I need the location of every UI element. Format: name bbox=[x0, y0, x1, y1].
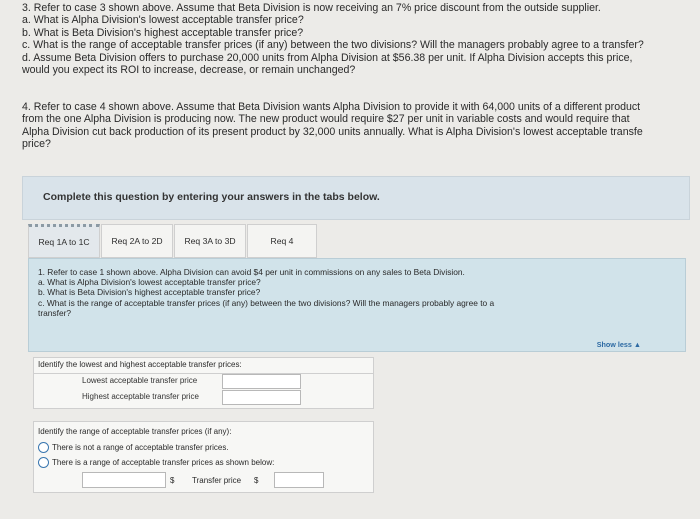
case4-question bbox=[22, 101, 698, 151]
case3-line: would you expect its ROI to increase, decrease, or remain unchanged? bbox=[22, 64, 356, 77]
case3-question bbox=[22, 2, 698, 76]
tab-req-1a-1c[interactable]: Req 1A to 1C bbox=[28, 224, 100, 258]
no-range-label: There is not a range of acceptable transfer prices. bbox=[52, 443, 229, 452]
req-text-line: transfer? bbox=[38, 307, 72, 318]
range-high-input[interactable] bbox=[274, 472, 324, 488]
lowest-price-label: Lowest acceptable transfer price bbox=[82, 376, 198, 385]
range-table bbox=[33, 421, 374, 493]
case4-line: Alpha Division cut back production of its present product by 32,000 units annually. What is Alpha Division's lowest acceptable transfe bbox=[22, 125, 643, 138]
range-header: Identify the range of acceptable transfer prices (if any): bbox=[38, 427, 232, 436]
instructions-bar bbox=[22, 176, 690, 220]
case4-line: 4. Refer to case 4 shown above. Assume that Beta Division wants Alpha Division to provide it with 64,000 units of a different product bbox=[22, 101, 641, 113]
case3-line: a. What is Alpha Division's lowest acceptable transfer price? bbox=[22, 14, 304, 27]
table-header bbox=[34, 358, 373, 374]
range-low-input[interactable] bbox=[82, 472, 166, 488]
req-text-line: 1. Refer to case 1 shown above. Alpha Division can avoid $4 per unit in commissions on any sales to Beta Division. bbox=[38, 267, 465, 277]
tab-req-3a-3d[interactable]: Req 3A to 3D bbox=[174, 224, 246, 258]
transfer-price-table bbox=[33, 357, 374, 409]
case3-line: d. Assume Beta Division offers to purchase 20,000 units from Alpha Division at $56.38 per unit. If Alpha Division accepts this price, bbox=[22, 51, 633, 64]
case4-line: from the one Alpha Division is producing now. The new product would require $27 per unit in variable costs and would require that bbox=[22, 113, 630, 126]
case3-line: 3. Refer to case 3 shown above. Assume that Beta Division is now receiving an 7% price discount from the outside supplier. bbox=[22, 2, 601, 14]
case3-line: b. What is Beta Division's highest acceptable transfer price? bbox=[22, 26, 304, 39]
range-option[interactable] bbox=[38, 457, 274, 468]
req-text-line: a. What is Alpha Division's lowest acceptable transfer price? bbox=[38, 277, 261, 288]
req-text-line: c. What is the range of acceptable transfer prices (if any) between the two divisions? Will the managers probably agree to a bbox=[38, 297, 495, 308]
highest-price-label: Highest acceptable transfer price bbox=[82, 392, 199, 401]
dollar-sign: $ bbox=[170, 476, 175, 485]
radio-icon[interactable] bbox=[38, 457, 49, 468]
case4-line: price? bbox=[22, 138, 51, 151]
show-less-link[interactable]: Show less ▲ bbox=[596, 340, 641, 349]
instructions-text: Complete this question by entering your answers in the tabs below. bbox=[43, 191, 380, 203]
no-range-option[interactable] bbox=[38, 442, 229, 453]
req-content-panel bbox=[28, 258, 686, 352]
highest-price-input[interactable] bbox=[222, 390, 301, 405]
tab-req-4[interactable]: Req 4 bbox=[247, 224, 317, 258]
table-header-text: Identify the lowest and highest acceptable transfer prices: bbox=[38, 360, 242, 369]
req-text-line: b. What is Beta Division's highest acceptable transfer price? bbox=[38, 287, 261, 298]
lowest-price-input[interactable] bbox=[222, 374, 301, 389]
transfer-price-label: Transfer price bbox=[192, 476, 242, 485]
case3-line: c. What is the range of acceptable transfer prices (if any) between the two divisions? Will the managers probably agree to a transfer? bbox=[22, 39, 644, 52]
dollar-sign: $ bbox=[254, 476, 259, 485]
range-label: There is a range of acceptable transfer prices as shown below: bbox=[52, 458, 275, 467]
radio-icon[interactable] bbox=[38, 442, 49, 453]
tab-req-2a-2d[interactable]: Req 2A to 2D bbox=[101, 224, 173, 258]
